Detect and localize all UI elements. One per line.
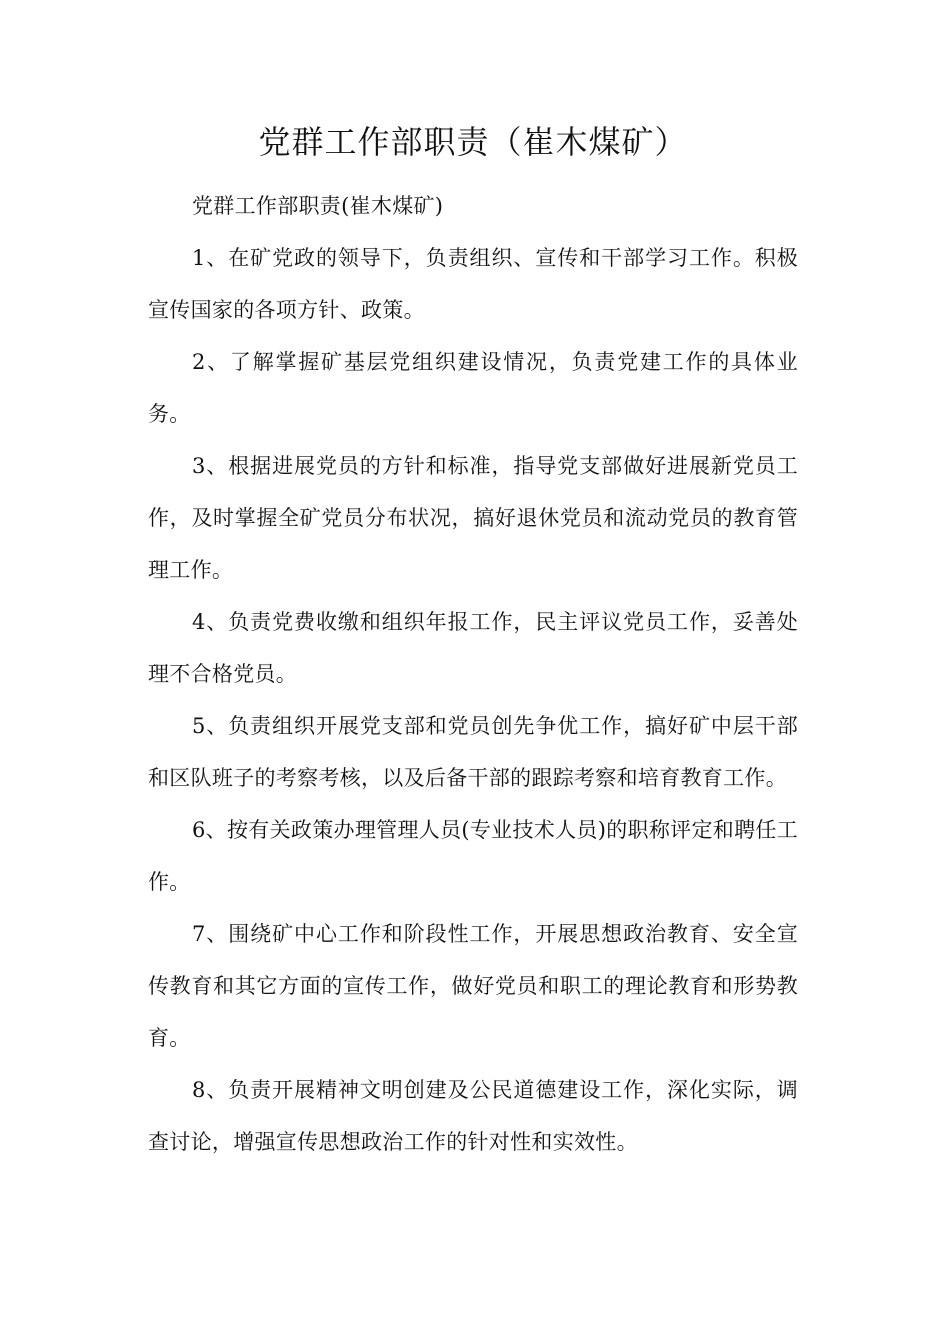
document-page <box>148 112 798 1168</box>
paragraph-item-7: 7、围绕矿中心工作和阶段性工作，开展思想政治教育、安全宣传教育和其它方面的宣传工作，做好党员和职工的理论教育和形势教育。 <box>148 922 798 1050</box>
paragraph-item-6: 6、按有关政策办理管理人员(专业技术人员)的职称评定和聘任工作。 <box>148 818 798 894</box>
paragraph-item-4: 4、负责党费收缴和组织年报工作，民主评议党员工作，妥善处理不合格党员。 <box>148 610 798 686</box>
paragraph-item-3: 3、根据进展党员的方针和标准，指导党支部做好进展新党员工作，及时掌握全矿党员分布状况，搞好退休党员和流动党员的教育管理工作。 <box>148 454 798 582</box>
paragraph-item-8: 8、负责开展精神文明创建及公民道德建设工作，深化实际，调查讨论，增强宣传思想政治工作的针对性和实效性。 <box>148 1078 798 1154</box>
paragraph-item-2: 2、了解掌握矿基层党组织建设情况，负责党建工作的具体业务。 <box>148 350 798 426</box>
paragraph-item-5: 5、负责组织开展党支部和党员创先争优工作，搞好矿中层干部和区队班子的考察考核，以及后备干部的跟踪考察和培育教育工作。 <box>148 714 798 790</box>
paragraph-subtitle: 党群工作部职责(崔木煤矿) <box>192 194 444 218</box>
document-title: 党群工作部职责（崔木煤矿） <box>258 123 688 161</box>
paragraph-item-1: 1、在矿党政的领导下，负责组织、宣传和干部学习工作。积极宣传国家的各项方针、政策。 <box>148 246 798 322</box>
